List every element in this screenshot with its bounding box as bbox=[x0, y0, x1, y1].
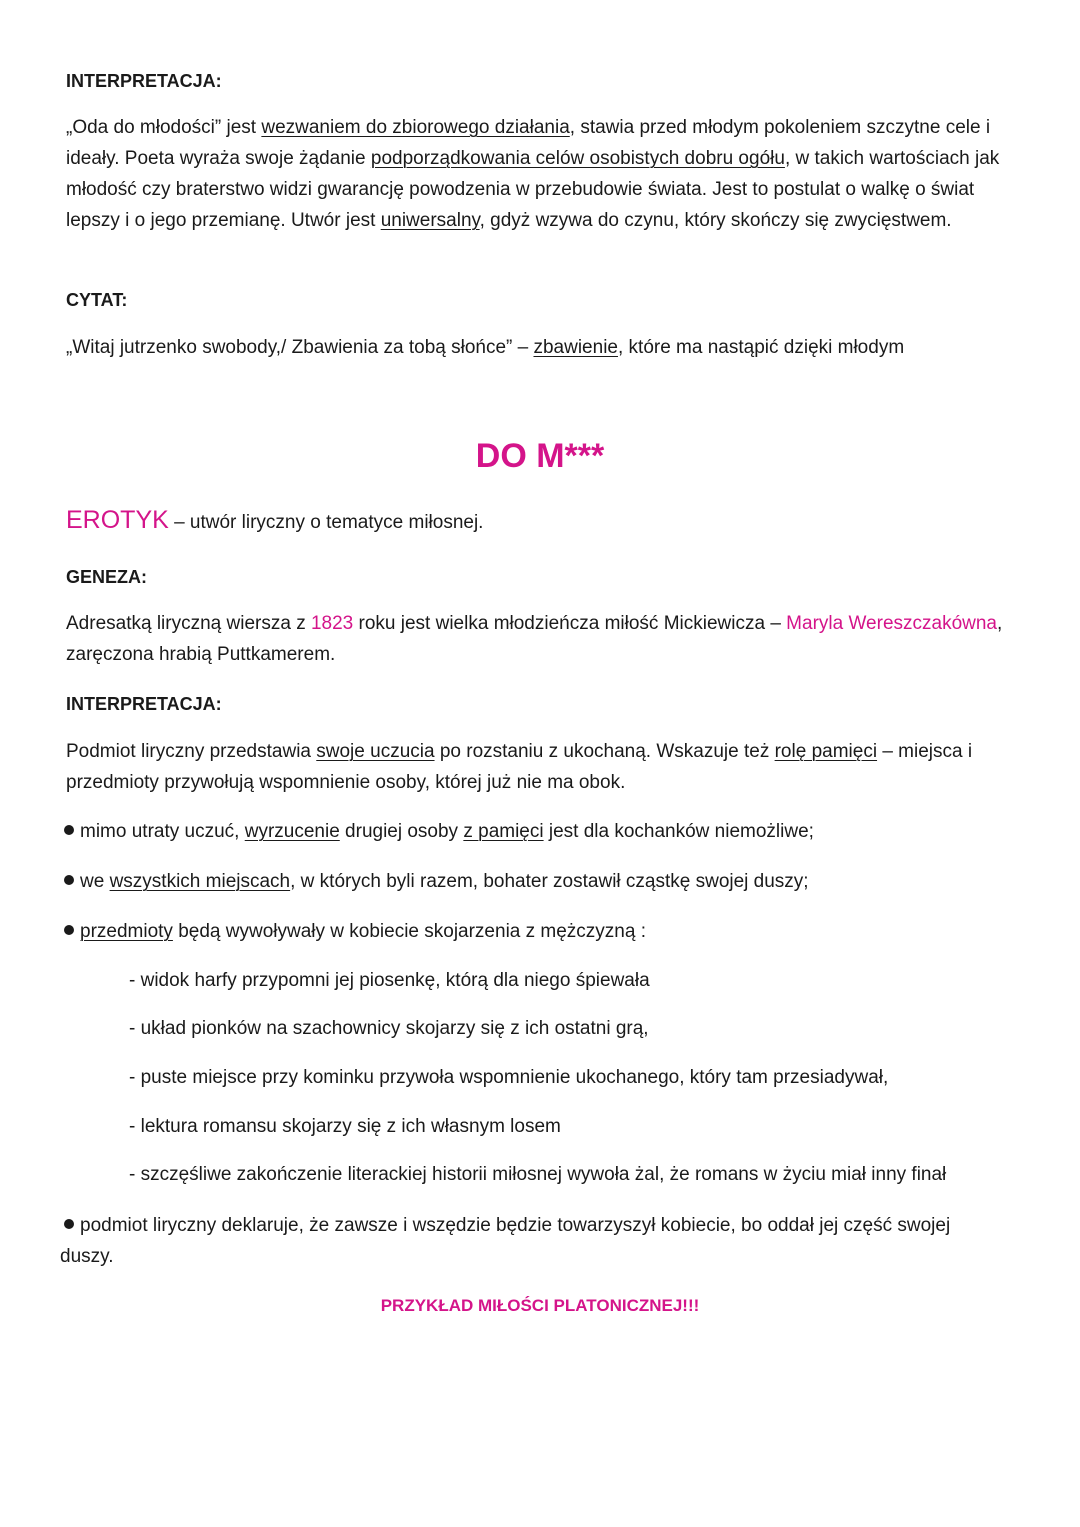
erotyk-term: EROTYK bbox=[66, 506, 169, 534]
bullet-item: mimo utraty uczuć, wyrzucenie drugiej osoby z pamięci jest dla kochanków niemożliwe; bbox=[60, 816, 1020, 847]
interpretacja2-paragraph: Podmiot liryczny przedstawia swoje uczucia po rozstaniu z ukochaną. Wskazuje też rolę pamięci – miejsca i przedmioty przywołują wspomnienie osoby, której już nie ma obok. bbox=[66, 741, 973, 793]
cytat-paragraph: „Witaj jutrzenko swobody,/ Zbawienia za tobą słońce” – zbawienie, które ma nastąpić dzięki młodym bbox=[66, 337, 905, 358]
sub-item: - układ pionków na szachownicy skojarzy się z ich ostatni grą, bbox=[129, 1018, 649, 1039]
underlined-phrase: zbawienie bbox=[533, 337, 618, 358]
geneza-header: GENEZA: bbox=[66, 567, 147, 587]
bullet-dot-icon bbox=[64, 1219, 74, 1229]
cytat-header: CYTAT: bbox=[66, 290, 128, 310]
interpretacja2-header: INTERPRETACJA: bbox=[66, 694, 222, 714]
underlined-phrase: rolę pamięci bbox=[774, 741, 878, 762]
sub-item: - lektura romansu skojarzy się z ich własnym losem bbox=[129, 1116, 561, 1137]
sub-item: - widok harfy przypomni jej piosenkę, którą dla niego śpiewała bbox=[129, 970, 650, 991]
bullet-dot-icon bbox=[64, 875, 74, 885]
bullet-item: we wszystkich miejscach, w których byli razem, bohater zostawił cząstkę swojej duszy; bbox=[60, 866, 1020, 897]
footer-note: PRZYKŁAD MIŁOŚCI PLATONICZNEJ!!! bbox=[380, 1296, 700, 1315]
underlined-phrase: przedmioty bbox=[80, 921, 173, 942]
geneza-paragraph: Adresatką liryczną wiersza z 1823 roku jest wielka młodzieńcza miłość Mickiewicza – Maryla Wereszczakówna, zaręczona hrabią Puttkamerem. bbox=[66, 613, 1003, 665]
underlined-phrase: z pamięci bbox=[463, 821, 544, 842]
sub-item: - szczęśliwe zakończenie literackiej historii miłosnej wywoła żal, że romans w życiu miał inny finał bbox=[129, 1164, 947, 1185]
sub-item: - puste miejsce przy kominku przywoła wspomnienie ukochanego, który tam przesiadywał, bbox=[129, 1067, 889, 1088]
bullet-dot-icon bbox=[64, 825, 74, 835]
underlined-phrase: wezwaniem do zbiorowego działania bbox=[261, 117, 570, 138]
bullet-item: podmiot liryczny deklaruje, że zawsze i wszędzie będzie towarzyszył kobiecie, bo oddał jej część swojej duszy. bbox=[60, 1215, 951, 1267]
interpretacja-paragraph: „Oda do młodości” jest wezwaniem do zbiorowego działania, stawia przed młodym pokoleniem szczytne cele i ideały. Poeta wyraża swoje żądanie podporządkowania celów osobistych dobru ogółu, w takich wartościach jak młodość czy braterstwo widzi gwarancję powodzenia w przebudowie świata. Jest to postulat o walkę o świat lepszy i o jego przemianę. Utwór jest uniwersalny, gdyż wzywa do czynu, który skończy się zwycięstwem. bbox=[66, 117, 1000, 231]
underlined-phrase: wszystkich miejscach bbox=[109, 871, 291, 892]
poem-title: DO M*** bbox=[475, 437, 605, 475]
underlined-phrase: podporządkowania celów osobistych dobru ogółu bbox=[370, 148, 785, 169]
interpretacja-header: INTERPRETACJA: bbox=[66, 71, 222, 91]
year-highlight: 1823 bbox=[310, 613, 354, 634]
underlined-phrase: uniwersalny bbox=[380, 210, 480, 231]
erotyk-definition: EROTYK – utwór liryczny o tematyce miłosnej. bbox=[66, 506, 484, 534]
underlined-phrase: swoje uczucia bbox=[316, 741, 435, 762]
bullet-dot-icon bbox=[64, 925, 74, 935]
bullet-item: przedmioty będą wywoływały w kobiecie skojarzenia z mężczyzną : bbox=[60, 916, 1020, 947]
name-highlight: Maryla Wereszczakówna bbox=[786, 613, 997, 634]
underlined-phrase: wyrzucenie bbox=[244, 821, 340, 842]
